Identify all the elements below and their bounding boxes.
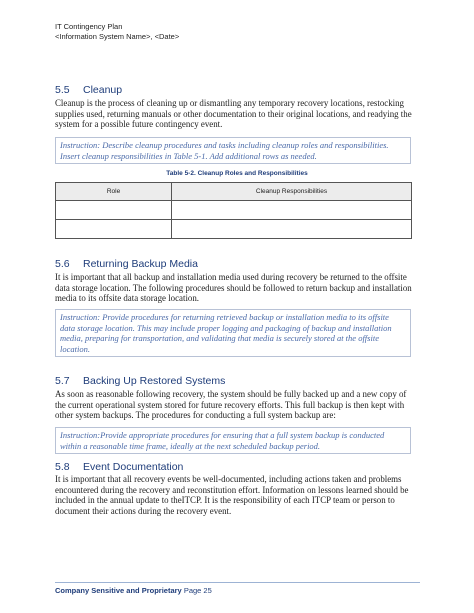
instruction-box-cleanup: Instruction: Describe cleanup procedures and tasks including cleanup roles and responsibilities. Insert cleanup responsibilities in Table 5-1. Add additional rows as needed. (55, 137, 411, 164)
section-number: 5.7 (55, 375, 70, 387)
table-caption: Table 5-2. Cleanup Roles and Responsibilities (166, 170, 308, 177)
header-title: IT Contingency Plan (55, 22, 123, 31)
instruction-box-returning-backup-media: Instruction: Provide procedures for returning retrieved backup or installation media to its offsite data storage location. This may include proper logging and packaging of backup and installation media, preparing for transportation, and validating that media is securely stored at the offsite location. (55, 309, 411, 357)
footer-company-label: Company Sensitive and Proprietary (55, 586, 182, 595)
section-number: 5.8 (55, 461, 70, 473)
section-heading-returning-backup-media (55, 258, 198, 270)
footer-divider (55, 582, 420, 583)
table-header-row (56, 183, 412, 201)
section-title: Event Documentation (83, 461, 184, 473)
section-heading-event-documentation (55, 461, 183, 473)
instruction-box-backing-up-restored-systems: Instruction:Provide appropriate procedures for ensuring that a full system backup is conducted within a reasonable time frame, ideally at the next scheduled backup period. (55, 427, 411, 454)
section-number: 5.5 (55, 84, 70, 96)
page-footer (55, 586, 212, 595)
table-cell[interactable] (56, 201, 172, 220)
footer-page-number: Page 25 (183, 586, 212, 595)
section-body-returning-backup-media: It is important that all backup and installation media used during recovery be returned to the offsite data storage location. The following procedures should be followed to return backup and installation media to its offsite data storage location. (55, 272, 412, 304)
table-header-responsibilities: Cleanup Responsibilities (172, 183, 412, 201)
section-title: Backing Up Restored Systems (83, 375, 226, 387)
section-body-backing-up-restored-systems: As soon as reasonable following recovery, the system should be fully backed up and a new copy of the current operational system stored for future recovery efforts. This full backup is then kept with other system backups. The procedures for conducting a full system backup are: (55, 389, 407, 421)
table-row (56, 220, 412, 239)
section-body-event-documentation: It is important that all recovery events be well-documented, including actions taken and problems encountered during the recovery and reconstitution effort. Information on lessons learned should be included in the annual update to theITCP. It is the responsibility of each ITCP team or person to document their actions during the recovery event. (55, 474, 409, 516)
section-heading-backing-up-restored-systems (55, 375, 225, 387)
table-header-role: Role (56, 183, 172, 201)
table-cell[interactable] (172, 201, 412, 220)
table-cell[interactable] (56, 220, 172, 239)
table-row (56, 201, 412, 220)
table-cell[interactable] (172, 220, 412, 239)
section-number: 5.6 (55, 258, 70, 270)
page-header (55, 22, 179, 42)
section-title: Returning Backup Media (83, 258, 198, 270)
section-body-cleanup: Cleanup is the process of cleaning up or dismantling any temporary recovery locations, restocking supplies used, returning manuals or other documentation to their original locations, and readying the system for a possible future contingency event. (55, 98, 412, 130)
header-subtitle: <Information System Name>, <Date> (55, 32, 180, 41)
cleanup-roles-table (55, 182, 412, 239)
section-title: Cleanup (83, 84, 123, 96)
section-heading-cleanup (55, 84, 122, 96)
